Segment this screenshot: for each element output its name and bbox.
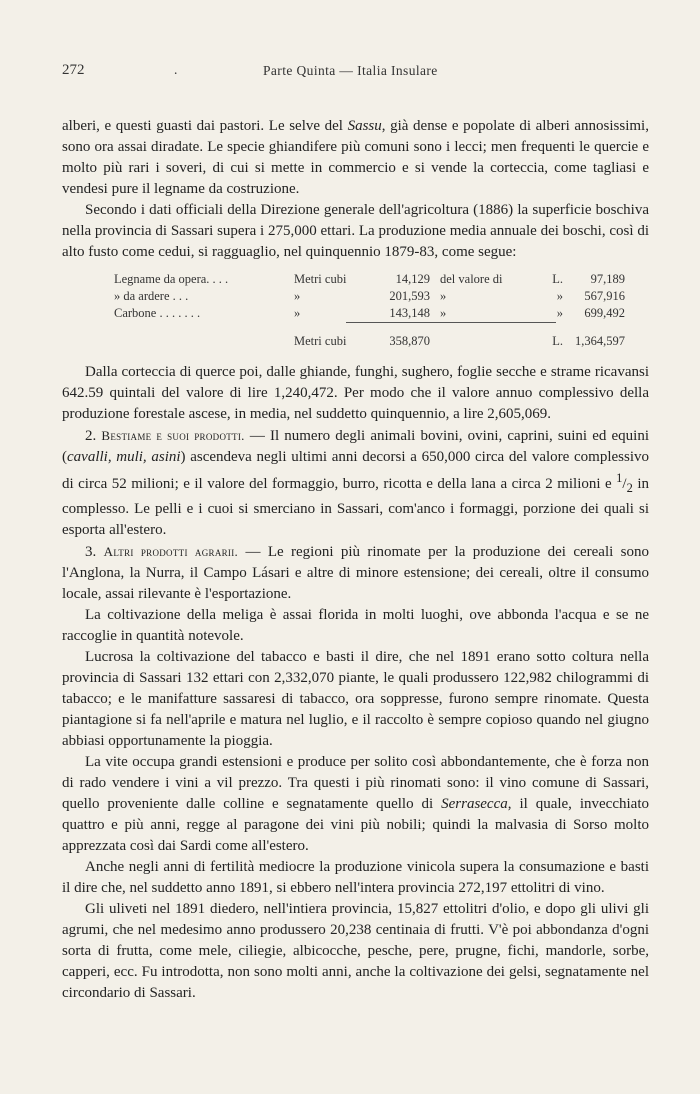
paragraph-9: Anche negli anni di fertilità mediocre la produzione vinicola supera la consumazione e basti il dire che, nel suddetto anno 1891, si ebbero nell'intera provincia 272,197 ettolitri di vino. — [62, 859, 649, 896]
total-amount: 1,364,597 — [575, 334, 625, 348]
para4-text-b: ) ascendeva negli ultimi anni decorsi a 650,000 circa del valore complessivo di circa 52 milioni; e il valore del formaggio, burro, ricotta e della lana a circa 2 milioni e — [62, 449, 649, 492]
running-title: Parte Quinta — Italia Insulare — [263, 63, 438, 78]
paragraph-5 — [62, 541, 649, 605]
paragraph-3: Dalla corteccia di querce poi, dalle ghiande, funghi, sughero, foglie secche e strame ricavansi 642.59 quintali del valore di lire 1,240,472. Per modo che il valore annuo complessivo della produzione forestale ascese, in media, nel suddetto quinquennio, a lire 2,605,069. — [62, 364, 649, 422]
para1-text-b: , già dense e popolate di alberi annosissimi, sono ora assai diradate. Le specie ghiandifere più comuni sono i lecci; men frequenti le quercie e molto più rari i soveri, di cui si mette in commercio e si vende la corteccia, come tagliasi e vendesi pure il legname da costruzione. — [62, 118, 649, 197]
table-row — [114, 305, 625, 322]
paragraph-4: 2. Bestiame e suoi prodotti. — Il numero degli animali bovini, ovini, caprini, suini ed equini (cavalli, muli, asini) ascendeva negli ultimi anni decorsi a 650,000 circa del valore complessivo di circa 52 milioni; e il valore del formaggio, burro, ricotta e della lana a circa 2 milioni e $^1/_2$ in complesso. Le pelli e i cuoi si smerciano in Sassari, com'anco i formaggi, porzione dei quali si esporta all'estero. — [62, 428, 649, 538]
row-unit: Metri cubi — [294, 272, 347, 286]
total-unit: Metri cubi — [294, 334, 347, 348]
place-name-serrasecca: Serrasecca — [441, 796, 508, 812]
table-row — [114, 288, 625, 305]
row-quantity: 14,129 — [395, 272, 430, 286]
paragraph-2: Secondo i dati officiali della Direzione generale dell'agricoltura (1886) la superficie boschiva nella provincia di Sassari supera i 275,000 ettari. La produzione media annuale dei boschi, così di alto fusto come cedui, si ragguaglio, nel quinquennio 1879-83, come segue: — [62, 202, 649, 260]
total-currency: L. — [552, 334, 563, 348]
row-unit: » — [294, 306, 301, 320]
paragraph-8 — [62, 752, 649, 857]
row-value-label: » — [440, 289, 447, 303]
row-currency: L. — [552, 272, 563, 286]
paragraph-7: Lucrosa la coltivazione del tabacco e basti il dire, che nel 1891 erano sotto coltura nella provincia di Sassari 132 ettari con 2,332,070 piante, le quali produssero 122,982 chilogrammi di tabacco; e le manifatture sassaresi di tabacco, ora soppresse, furono sempre rinomate. Questa piantagione si fa nell'aprile e matura nel luglio, e il raccolto è sempre copioso quando nel giugno abbiasi opportunamente la pioggia. — [62, 649, 649, 749]
table-total-row — [114, 323, 625, 350]
page-number: 272 — [62, 62, 85, 78]
row-currency: » — [556, 306, 563, 320]
row-quantity: 201,593 — [389, 289, 430, 303]
row-amount: 567,916 — [584, 289, 625, 303]
section-number-2: 2. — [85, 428, 97, 444]
row-currency: » — [556, 289, 563, 303]
section-heading-altri-prodotti: Altri prodotti agrarii. — [103, 544, 239, 559]
para4-text-a: — Il numero degli animali bovini, ovini, caprini, suini ed equini ( — [62, 428, 649, 465]
para5-text: — Le regioni più rinomate per la produzione dei cereali sono l'Anglona, la Nurra, il Campo Lásari e altre di minore estensione; dei cereali, oltre il consumo locale, assai rilevante è l'esportazione. — [62, 544, 649, 602]
para8-text-a: La vite occupa grandi estensioni e produce per solito così abbondantemente, che è forza non di rado vendere i vini a vil prezzo. Tra questi i più rinomati sono: il vino comune di Sassari, quello proveniente dalle colline e segnatamente quello di — [62, 754, 649, 812]
row-amount: 699,492 — [584, 306, 625, 320]
total-quantity: 358,870 — [389, 334, 430, 348]
row-label: » da ardere . . . — [114, 289, 189, 303]
row-label: Legname da opera. . . . — [114, 272, 229, 286]
row-quantity: 143,148 — [389, 306, 430, 320]
paragraph-10: Gli uliveti nel 1891 diedero, nell'intiera provincia, 15,827 ettolitri d'olio, e dopo gli ulivi gli agrumi, che nel medesimo anno produssero 20,238 centinaia di frutti. V'è poi abbondanza d'ogni sorta di frutta, come mele, ciliegie, albicocche, pesche, pere, prugne, fichi, mandorle, sorbe, capperi, ecc. Fu introdotta, non sono molti anni, anche la coltivazione dei gelsi, segnatamente nel circondario di Sassari. — [62, 901, 649, 1001]
header-dot: . — [174, 62, 178, 77]
page-header — [62, 62, 638, 84]
forest-production-table — [114, 271, 625, 350]
paragraph-1 — [62, 116, 649, 200]
animals-list: cavalli, muli, asini — [67, 449, 181, 465]
row-amount: 97,189 — [590, 272, 625, 286]
para1-text-a: alberi, e questi guasti dai pastori. Le selve del — [62, 118, 348, 134]
paragraph-6: La coltivazione della meliga è assai florida in molti luoghi, ove abbonda l'acqua e se ne raccoglie in quantità notevole. — [62, 607, 649, 644]
row-value-label: » — [440, 306, 447, 320]
body-text — [62, 116, 649, 1004]
row-value-label: del valore di — [440, 272, 503, 286]
fraction-denominator: 2 — [626, 481, 633, 495]
row-label: Carbone . . . . . . . — [114, 306, 201, 320]
section-number-3: 3. — [85, 544, 97, 560]
section-heading-bestiame: Bestiame e suoi prodotti. — [101, 428, 245, 443]
para8-text-b: , il quale, invecchiato quattro e più anni, regge al paragone dei vini più nobili; quindi la malvasia di Sorso molto apprezzata così dai Sardi come all'estero. — [62, 796, 649, 854]
place-name-sassu: Sassu — [347, 118, 382, 134]
row-unit: » — [294, 289, 301, 303]
para4-text-c: in complesso. Le pelli e i cuoi si smerciano in Sassari, com'anco i formaggi, porzione dei quali si esporta all'estero. — [62, 476, 649, 538]
table-row — [114, 271, 625, 288]
fraction-numerator: 1 — [616, 471, 623, 485]
